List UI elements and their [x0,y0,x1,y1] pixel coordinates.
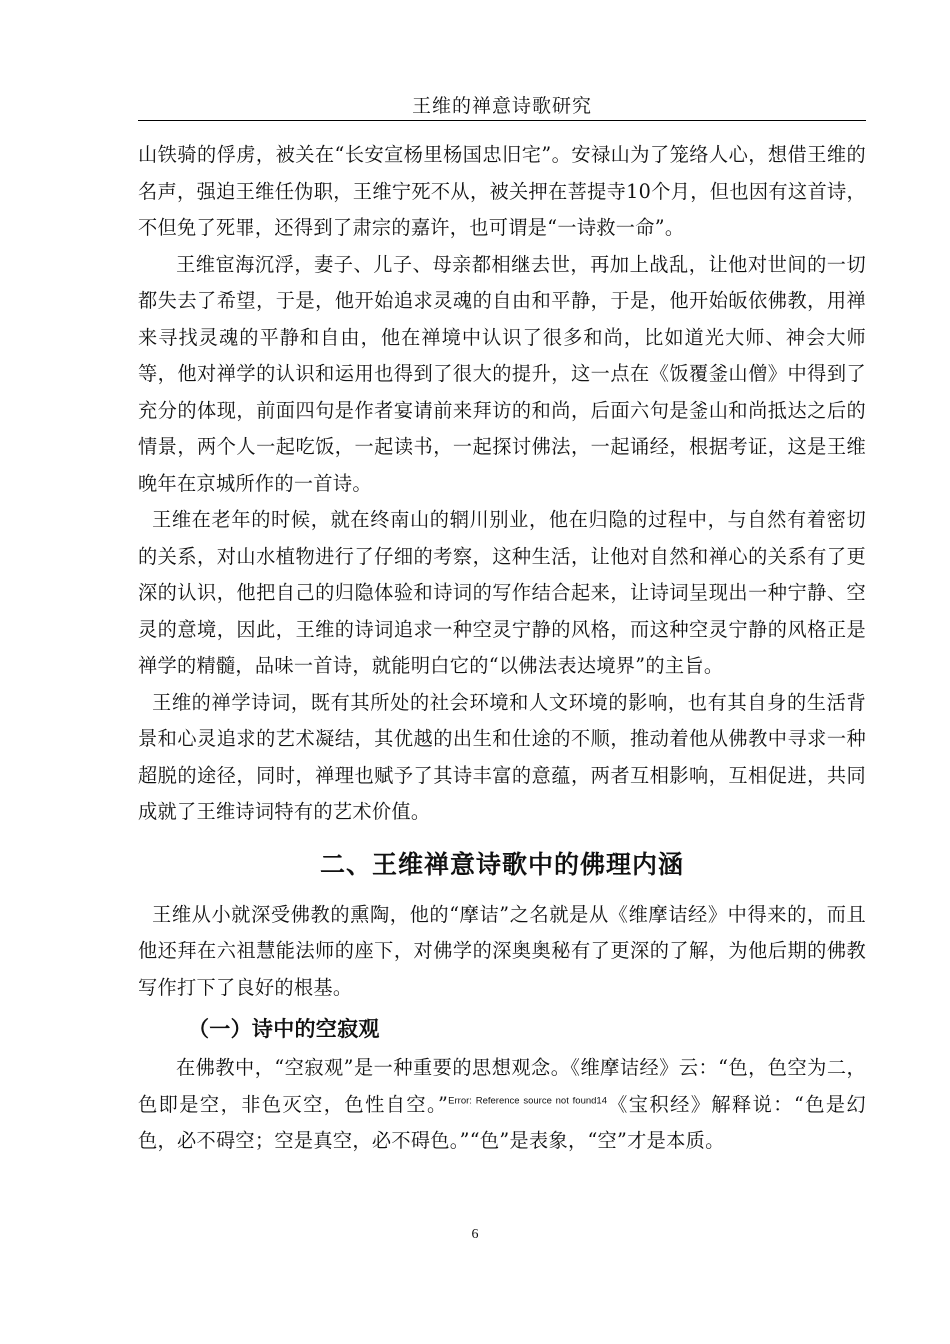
paragraph-4: 王维的禅学诗词，既有其所处的社会环境和人文环境的影响，也有其自身的生活背景和心灵追求的艺术凝结，其优越的出生和仕途的不顺，推动着他从佛教中寻求一种超脱的途径，同时，禅理也赋予了其诗丰富的意蕴，两者互相影响，互相促进，共同成就了王维诗词特有的艺术价值。 [138,690,866,823]
paragraph-2: 王维宦海沉浮，妻子、儿子、母亲都相继去世，再加上战乱，让他对世间的一切都失去了希望，于是，他开始追求灵魂的自由和平静，于是，他开始皈依佛教，用禅来寻找灵魂的平静和自由，他在禅境中认识了很多和尚，比如道光大师、神会大师等，他对禅学的认识和运用也得到了很大的提升，这一点在《饭覆釜山僧》中得到了充分的体现，前面四句是作者宴请前来拜访的和尚，后面六句是釜山和尚抵达之后的情景，两个人一起吃饭，一起读书，一起探讨佛法，一起诵经，根据考证，这是王维晚年在京城所作的一首诗。 [138,252,866,495]
reference-error-note: Error: Reference source not found14 [448,1095,607,1107]
paragraph-1: 山铁骑的俘虏，被关在“长安宣杨里杨国忠旧宅”。安禄山为了笼络人心，想借王维的名声，强迫王维任伪职，王维宁死不从，被关押在菩提寺10个月，但也因有这首诗，不但免了死罪，还得到了肃宗的嘉许，也可谓是“一诗救一命”。 [138,143,866,239]
page-header-title: 王维的禅意诗歌研究 [138,94,866,121]
section-heading: 二、王维禅意诗歌中的佛理内涵 [319,849,684,879]
paragraph-3: 王维在老年的时候，就在终南山的辋川别业，他在归隐的过程中，与自然有着密切的关系，对山水植物进行了仔细的考察，这种生活，让他对自然和禅心的关系有了更深的认识，他把自己的归隐体验和诗词的写作结合起来，让诗词呈现出一种宁静、空灵的意境，因此，王维的诗词追求一种空灵宁静的风格，而这种空灵宁静的风格正是禅学的精髓，品味一首诗，就能明白它的“以佛法表达境界”的主旨。 [138,508,866,677]
subsection-heading: （一）诗中的空寂观 [188,1017,380,1041]
paragraph-6 [138,1050,866,1160]
page-number: 6 [471,1227,479,1242]
paragraph-6-text-b: 《宝积经》解释说：“色是幻色，必不碍空；空是真空，必不碍色。”“色”是表象，“空”才是本质。 [138,1092,866,1152]
paragraph-6-text-a: 在佛教中，“空寂观”是一种重要的思想观念。《维摩诘经》云：“色，色空为二，色即是空，非色灭空，色性自空。” [138,1056,866,1116]
document-body [138,137,866,1160]
paragraph-5: 王维从小就深受佛教的熏陶，他的“摩诘”之名就是从《维摩诘经》中得来的，而且他还拜在六祖慧能法师的座下，对佛学的深奥奥秘有了更深的了解，为他后期的佛教写作打下了良好的根基。 [138,902,866,999]
